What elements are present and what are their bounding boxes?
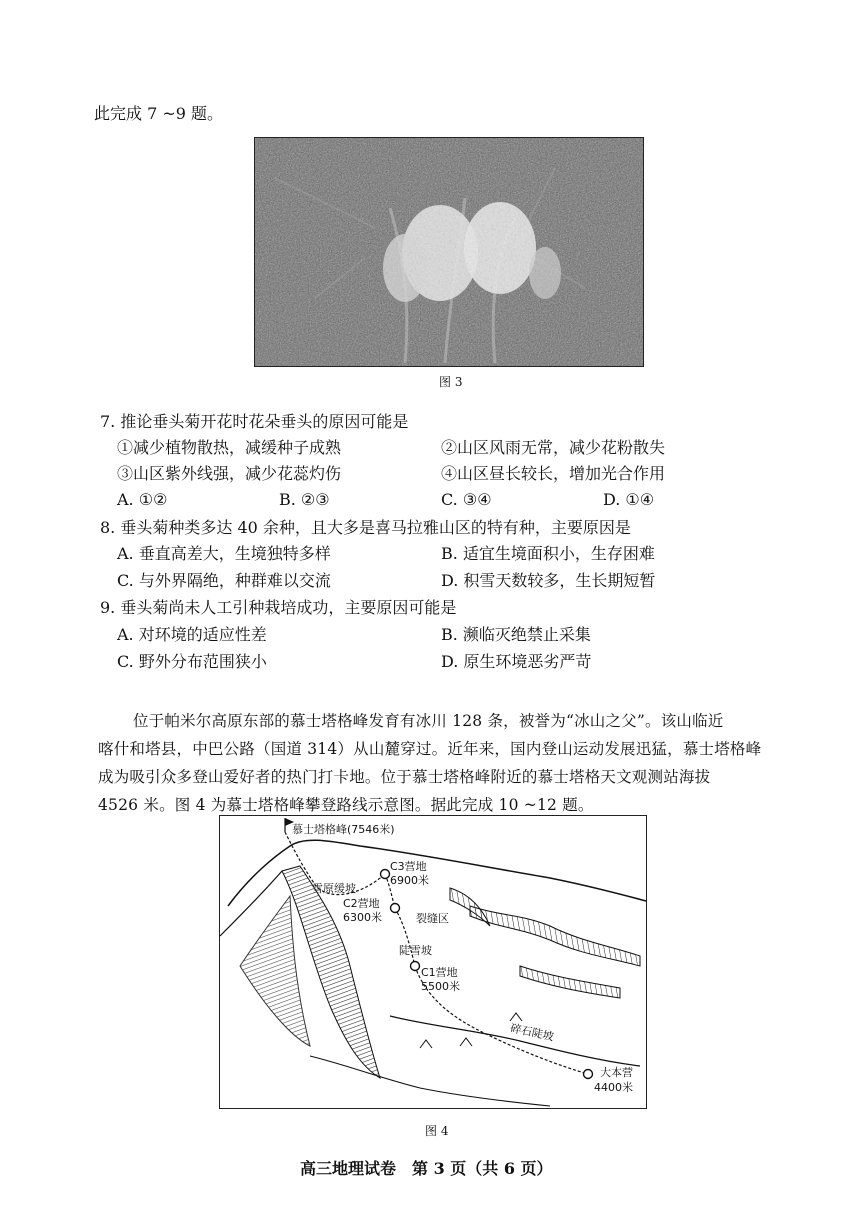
question-7-statement-2: ②山区风雨无常，减少花粉散失	[441, 438, 666, 457]
passage-line-1: 位于帕米尔高原东部的慕士塔格峰发育有冰川 128 条，被誉为“冰山之父”。该山临近	[133, 712, 724, 730]
flower-photo-illustration	[255, 138, 643, 366]
passage-line-2: 喀什和塔县，中巴公路（国道 314）从山麓穿过。近年来，国内登山运动发展迅猛，慕士塔格峰	[98, 740, 762, 758]
c2-camp-name: C2营地	[343, 897, 380, 910]
question-9-option-c: C. 野外分布范围狭小	[117, 652, 267, 671]
c1-camp-altitude: 5500米	[421, 980, 460, 993]
c3-camp-altitude: 6900米	[390, 874, 429, 887]
mountain-sketch	[220, 816, 646, 1108]
c1-camp-name: C1营地	[421, 966, 458, 979]
figure-3-caption: 图 3	[439, 375, 463, 389]
scree-slope-label: 碎石陡坡	[509, 1021, 555, 1044]
question-9-stem: 9. 垂头菊尚未人工引种栽培成功，主要原因可能是	[100, 598, 457, 617]
question-9-option-d: D. 原生环境恶劣严苛	[441, 652, 592, 671]
question-7-option-b: B. ②③	[279, 490, 330, 509]
question-8-option-b: B. 适宜生境面积小，生存困难	[441, 544, 655, 563]
figure-4-climbing-route-map	[219, 815, 647, 1109]
question-7-option-a: A. ①②	[117, 490, 168, 509]
question-7-option-d: D. ①④	[603, 490, 655, 509]
question-8-option-d: D. 积雪天数较多，生长期短暂	[441, 571, 656, 590]
c3-camp-name: C3营地	[390, 860, 427, 873]
base-camp-altitude: 4400米	[594, 1081, 633, 1094]
c2-camp-altitude: 6300米	[343, 911, 382, 924]
question-8-option-c: C. 与外界隔绝，种群难以交流	[117, 571, 331, 590]
peak-label: 慕士塔格峰(7546米)	[292, 823, 395, 836]
snow-slope-label: 雪原缓坡	[312, 882, 356, 895]
passage-line-3: 成为吸引众多登山爱好者的热门打卡地。位于慕士塔格峰附近的慕士塔格天文观测站海拔	[98, 768, 711, 786]
question-7-stem: 7. 推论垂头菊开花时花朵垂头的原因可能是	[100, 412, 409, 431]
page-footer: 高三地理试卷 第 3 页（共 6 页）	[300, 1159, 553, 1178]
question-8-stem: 8. 垂头菊种类多达 40 余种，且大多是喜马拉雅山区的特有种，主要原因是	[100, 518, 631, 537]
question-7-statement-4: ④山区昼长较长，增加光合作用	[441, 464, 666, 483]
intro-tail-text: 此完成 7 ~9 题。	[94, 104, 224, 123]
figure-4-caption: 图 4	[425, 1124, 449, 1138]
question-8-option-a: A. 垂直高差大，生境独特多样	[117, 544, 331, 563]
crevasse-zone-label: 裂缝区	[416, 912, 449, 925]
passage-line-4: 4526 米。图 4 为慕士塔格峰攀登路线示意图。据此完成 10 ~12 题。	[98, 796, 594, 814]
question-7-option-c: C. ③④	[441, 490, 492, 509]
question-7-statement-1: ①减少植物散热，减缓种子成熟	[117, 438, 342, 457]
question-7-statement-3: ③山区紫外线强，减少花蕊灼伤	[117, 464, 342, 483]
steep-snow-slope-label: 陡雪坡	[399, 944, 432, 957]
question-9-option-a: A. 对环境的适应性差	[117, 625, 267, 644]
base-camp-name: 大本营	[600, 1066, 633, 1079]
figure-3-photo	[254, 137, 644, 367]
question-9-option-b: B. 濒临灭绝禁止采集	[441, 625, 591, 644]
